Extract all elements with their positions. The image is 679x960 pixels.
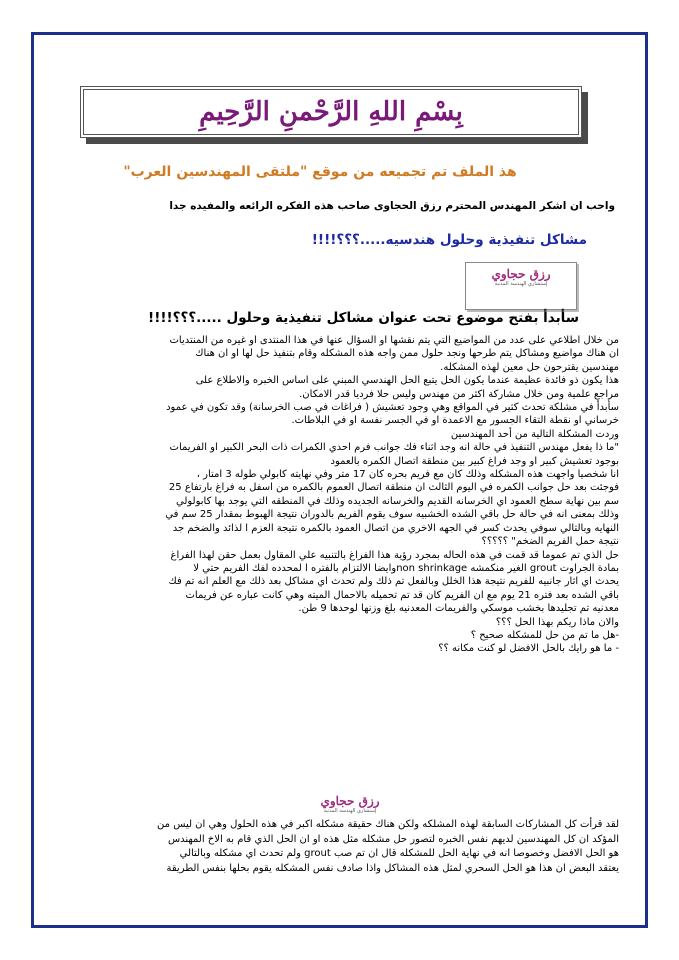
post-line: بوجود تعشيش كبير او وجد فراغ كبير بين منطقة اتصال الكمره بالعمود <box>330 455 619 467</box>
post-line: سم بين نهاية سطح العمود اي الخرسانه القديم والخرسانه الجديده وذلك في المنطقه التي يوجد بها كابولولي <box>176 495 619 507</box>
post-line: يحدث اي اثار جانبيه للفريم نتيجة هذا الخلل وبالفعل تم ذلك ولم تحدث اي مشاكل بعد ذلك مع العلم انه تم فك <box>168 576 619 588</box>
post-line: -هل ما تم من حل للمشكله صحيح ؟ <box>470 629 619 641</box>
basmala-banner <box>80 86 582 138</box>
post-line: نتيجة حمل الفريم الضخم" ؟؟؟؟؟ <box>481 536 619 548</box>
signature-name: رزق حجاوي <box>491 267 551 281</box>
reply-line: لقد قرأت كل المشاركات السابقة لهذه المشلكه ولكن هناك حقيقة مشكله اكبر في هذه الحلول وهي ان ليس من <box>157 819 619 830</box>
post-line: والان ماذا ريكم بهذا الحل ؟؟؟ <box>495 616 619 628</box>
post-line: وذلك بمعنى انه في حالة حل باقي الشده الخشبيه سوف يقوم الفريم بالدوران نتيجة الهبوط بمقدار 25 سم في <box>165 509 619 521</box>
reply-line: هو الحل الافضل وخصوصا انه في نهاية الحل للمشكله قال ان تم صب grout ولم تحدث اي مشكله وبالتالي <box>179 848 619 860</box>
post-line: النهايه وبالتالي سوفي يحدث كسر في الجهه الاخري من اتصال العمود بالكمره نتيجة العزم ا لذائد والضخم جد <box>172 522 619 534</box>
signature-box <box>465 262 577 310</box>
reply-signature-subtitle: إستشاري الهندسة المدنية <box>323 808 377 814</box>
post-line: - ما هو رايك بالحل الافضل لو كنت مكانه ؟؟ <box>438 643 619 655</box>
post-line: "ما ذا يفعل مهندس التنفيذ في حالة انه وجد اثناء فك جوانب فرم احدي الكمرات ذات البحر الكبير او الفريمات <box>169 442 619 454</box>
post-line: انا شخصيا واجهت هذه المشكله وذلك كان مع فريم بحره كان 17 متر وفي نهايته كابولي طوله 3 امتار ، <box>196 469 619 481</box>
post-line: هذا يكون ذو فائدة عظيمة عندما يكون الحل يتبع الحل الهندسي المبني على اساس الخبره والاطلاع على <box>195 375 619 387</box>
site-note: هذ الملف تم تجميعه من موقع "ملتقى المهندسين العرب" <box>123 164 517 180</box>
reply-line: المؤكد ان كل المهندسين لديهم نفس الخبره لتصور حل مشكله مثل هذه او ان الحل الذي قام به الاخ المهندس <box>167 833 619 845</box>
thanks-line: واحب ان اشكر المهندس المحترم رزق الحجاوى صاحب هذه الفكره الرائعه والمفيده جدا <box>169 200 615 212</box>
reply-signature <box>290 790 410 814</box>
post-line: بمادة الجراوت grout الغير منكمشه non shrinkageوايضا الالتزام بالفتره ا لمحدده لفك الفريم حتي لا <box>193 562 619 574</box>
post-line: ان هناك مواضيع ومشاكل يتم طرحها ونجد حلول ممن واجه هذه المشكله وقام بتنفيذ حل لها او ان هناك <box>195 348 619 360</box>
reply-body <box>59 818 619 876</box>
post-title: سأبدأ بفتح موضوع تحت عنوان مشاكل تنفيذية وحلول .....؟؟؟!!!! <box>148 310 579 326</box>
post-line: من خلال اطلاعي على عدد من المواضيع التي يتم نقشها او السؤال عنها في هذا المنتدى او غيره من المنتديات <box>169 335 619 346</box>
signature-subtitle: إستشاري الهندسة المدنية <box>494 281 548 287</box>
topic-title: مشاكل تنفيذية وحلول هندسيه.....؟؟؟!!!! <box>311 232 587 248</box>
reply-signature-name: رزق حجاوي <box>320 794 380 808</box>
post-line: باقي الشده بعد فتره 21 يوم مع ان الفريم كان قد تم تحميله بالاحمال الميته وهي كانت عباره عن فريمات <box>185 589 619 601</box>
post-line: مهندسين يقترحون حل معين لهذه المشكله. <box>440 361 619 373</box>
post-line: خرساني او نقطة التقاء الجسور مع الاعمدة او في الجسر نفسة او في البلاطات. <box>291 415 619 427</box>
post-line: حل الذي تم عموما قد قمت في هذه الحاله بمجرد رؤية هذا الفراغ بالتنبيه علي المقاول بعمل حقن لهذا الفراغ <box>170 549 619 561</box>
reply-line: يعتقد البعض ان هذا هو الحل السحري لمثل هذه المشاكل واذا صادف نفس المشكله يقوم بحلها بنفس الطريقة <box>166 862 619 874</box>
post-line: فوجئت بعد حل جوانب الكمره في اليوم الثالث ان منطقة اتصال العموم بالكمره من اسفل به فراغ بارتفاع 25 <box>168 482 619 494</box>
post-body <box>59 334 619 656</box>
post-line: مراجع علمية ومن خلال مشاركة اكثر من مهندس وليس حلا فرديا قدر الامكان. <box>299 388 619 400</box>
post-line: وردت المشكلة التالية من أحد المهندسين <box>450 428 619 440</box>
basmala-text: بِسْمِ اللهِ الرَّحْمنِ الرَّحِيمِ <box>199 97 463 127</box>
post-line: معدنيه تم تجليدها بخشب موسكي والفريمات المعدنيه بلغ وزنها لوحدها 9 طن. <box>298 603 619 615</box>
post-line: سأبدأ في مشلكة تحدث كثير في المواقع وهي وجود تعشيش ( فراغات في صب الخرسانة) وقد تكون في عمود <box>166 402 619 414</box>
